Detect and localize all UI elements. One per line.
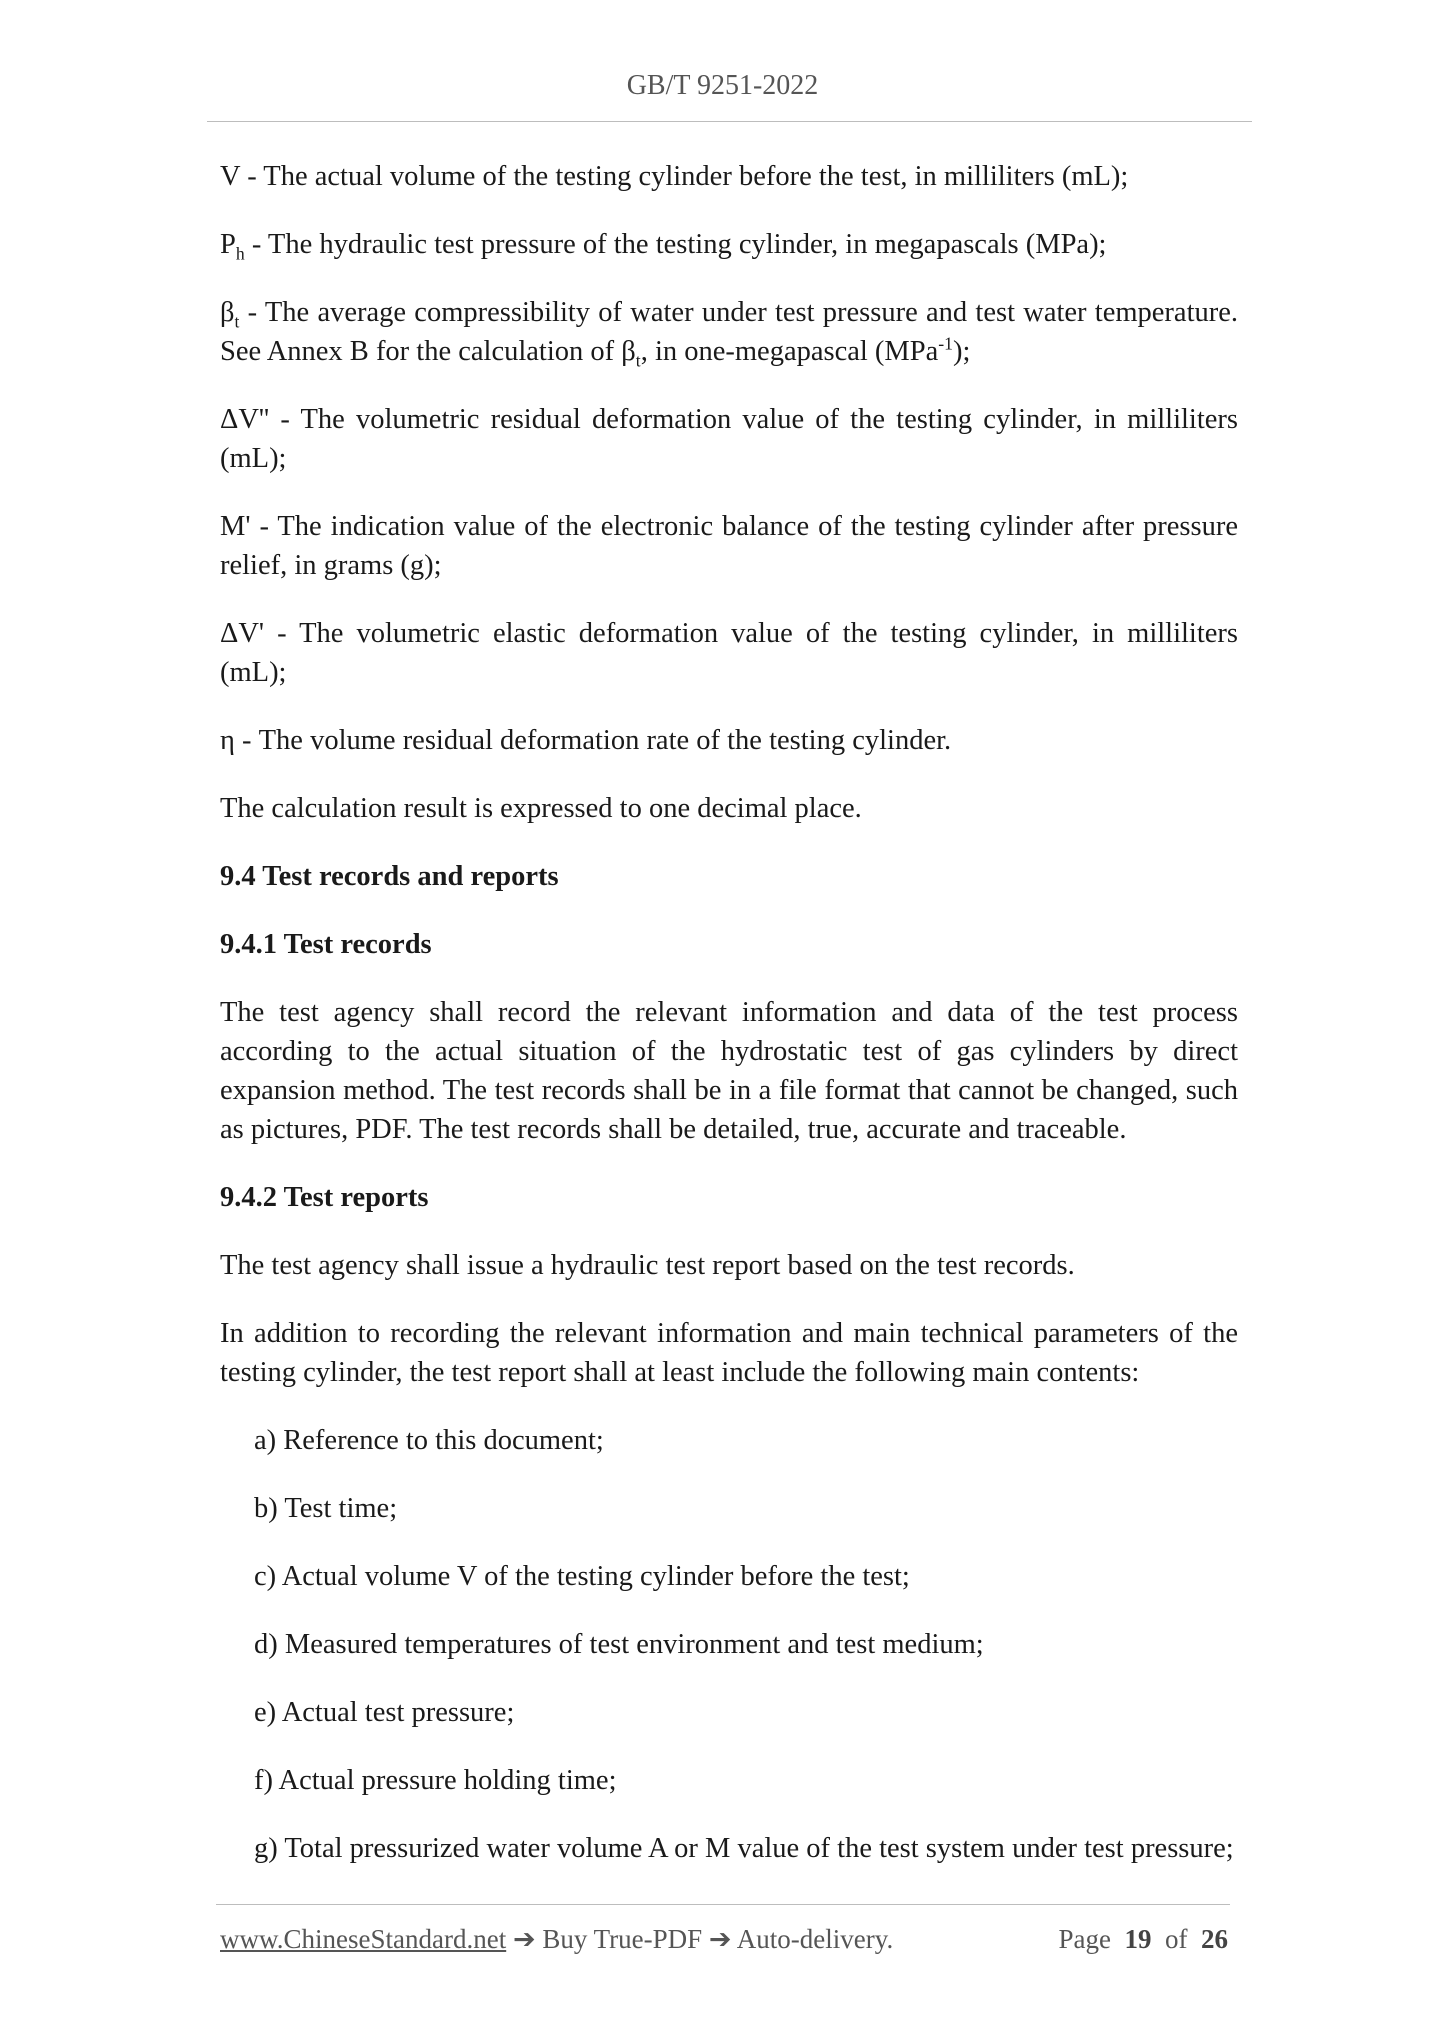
arrow-right-icon: ➔ <box>708 1924 732 1954</box>
page-total: 26 <box>1201 1924 1228 1954</box>
symbol-subscript: t <box>234 311 240 332</box>
result-note: The calculation result is expressed to one decimal place. <box>220 793 862 824</box>
symbol: β <box>621 336 636 367</box>
section-heading-9-4: 9.4 Test records and reports <box>220 861 559 892</box>
symbol-subscript: t <box>635 350 641 371</box>
symbol: η <box>220 725 235 756</box>
arrow-right-icon: ➔ <box>512 1924 536 1954</box>
definition-ph <box>220 225 1238 264</box>
document-code-header: GB/T 9251-2022 <box>626 70 819 101</box>
section-heading-9-4-2: 9.4.2 Test reports <box>220 1182 429 1213</box>
symbol: V <box>220 161 241 192</box>
definition-delta-v-residual <box>220 400 1238 478</box>
definition-text: - The volumetric residual deformation value of the testing cylinder, in milliliters (mL); <box>220 404 1238 474</box>
footer-promo-text: Buy True-PDF <box>535 1924 709 1954</box>
page-content <box>220 157 1238 1897</box>
list-item: b) Test time; <box>254 1493 398 1524</box>
definition-text: ); <box>952 336 971 367</box>
page-label: Page <box>1058 1924 1111 1954</box>
definition-text: - The actual volume of the testing cylinder before the test, in milliliters (mL); <box>240 161 1129 192</box>
definition-text: - The indication value of the electronic balance of the testing cylinder after pressure relief, in grams (g); <box>220 511 1238 581</box>
symbol: ΔV'' <box>220 404 270 435</box>
footer-divider <box>216 1904 1230 1905</box>
page-of-label: of <box>1165 1924 1188 1954</box>
section-heading-9-4-1: 9.4.1 Test records <box>220 929 432 960</box>
list-item: g) Total pressurized water volume A or M value of the test system under test pressure; <box>254 1833 1234 1864</box>
symbol: ΔV' <box>220 618 265 649</box>
page-number <box>1059 1924 1228 1955</box>
definition-eta <box>220 721 1238 760</box>
definition-delta-v-elastic <box>220 614 1238 692</box>
symbol: P <box>220 229 236 260</box>
symbol-subscript: h <box>235 243 245 264</box>
section-body-9-4-1: The test agency shall record the relevant information and data of the test process according to the actual situation of the hydrostatic test of gas cylinders by direct expansion method. The test records shall be in a file format that cannot be changed, such as pictures, PDF. The test records shall be detailed, true, accurate and traceable. <box>220 997 1238 1145</box>
definition-text: , in one-megapascal (MPa <box>640 336 939 367</box>
list-item: a) Reference to this document; <box>254 1425 604 1456</box>
header-divider <box>207 121 1252 122</box>
definition-v <box>220 157 1238 196</box>
footer-promo <box>220 1924 893 1955</box>
definition-text: - The hydraulic test pressure of the testing cylinder, in megapascals (MPa); <box>244 229 1107 260</box>
section-body-9-4-2-contents: In addition to recording the relevant information and main technical parameters of the testing cylinder, the test report shall at least include the following main contents: <box>220 1318 1238 1388</box>
definition-text: - The average compressibility of water under test pressure and test water temperature. See Annex B for the calculation of <box>220 297 1238 367</box>
definition-m-prime <box>220 507 1238 585</box>
definition-text: - The volumetric elastic deformation value of the testing cylinder, in milliliters (mL); <box>220 618 1238 688</box>
symbol: β <box>220 297 235 328</box>
list-item: c) Actual volume V of the testing cylinder before the test; <box>254 1561 910 1592</box>
section-body-9-4-2-intro: The test agency shall issue a hydraulic test report based on the test records. <box>220 1250 1075 1281</box>
definition-beta <box>220 293 1238 371</box>
definition-text: - The volume residual deformation rate of the testing cylinder. <box>234 725 952 756</box>
symbol: M' <box>220 511 251 542</box>
list-item: e) Actual test pressure; <box>254 1697 515 1728</box>
list-item: f) Actual pressure holding time; <box>254 1765 617 1796</box>
website-link[interactable]: www.ChineseStandard.net <box>220 1924 507 1954</box>
page-current: 19 <box>1124 1924 1152 1954</box>
footer-promo-text: Auto-delivery. <box>731 1924 894 1954</box>
unit-superscript: -1 <box>938 333 953 354</box>
list-item: d) Measured temperatures of test environment and test medium; <box>254 1629 984 1660</box>
